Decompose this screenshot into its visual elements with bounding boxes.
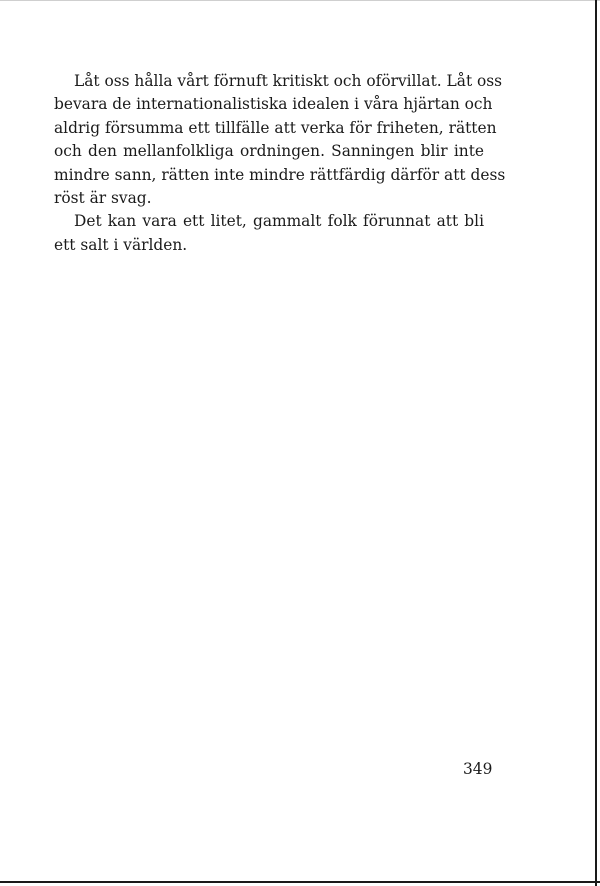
text-line: mindre sann, rätten inte mindre rättfärdig därför att dess xyxy=(54,165,506,184)
body-text xyxy=(54,70,506,257)
page-right-border xyxy=(595,0,597,886)
text-line: och den mellanfolkliga ordningen. Sanningen blir inte xyxy=(54,142,484,161)
text-line: Låt oss hålla vårt förnuft kritiskt och oförvillat. Låt oss xyxy=(74,72,503,90)
text-line: ett salt i världen. xyxy=(54,235,188,254)
text-line: röst är svag. xyxy=(54,189,152,208)
text-line: bevara de internationalistiska idealen i våra hjärtan och xyxy=(54,95,493,114)
page-bottom-border xyxy=(0,881,600,883)
paragraph-2 xyxy=(54,210,484,257)
text-line: Det kan vara ett litet, gammalt folk förunnat att bli xyxy=(74,212,484,231)
paragraph-1 xyxy=(54,70,506,210)
text-line: aldrig försumma ett tillfälle att verka för friheten, rätten xyxy=(54,118,497,137)
page-top-edge xyxy=(0,0,600,1)
page-number: 349 xyxy=(463,760,493,778)
